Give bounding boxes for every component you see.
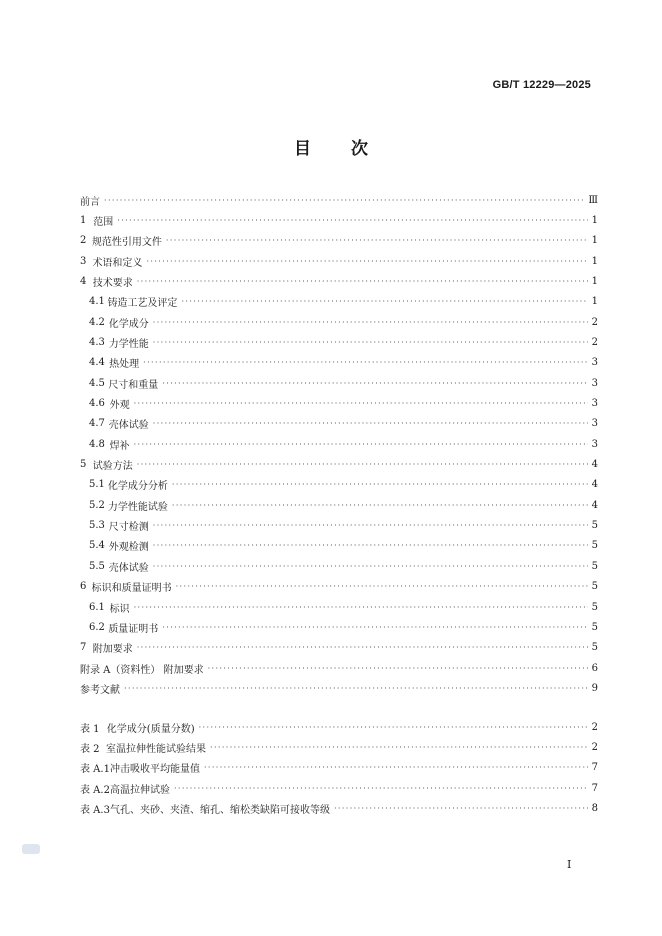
toc-entry-page: 5 xyxy=(591,520,598,532)
toc-entry[interactable] xyxy=(89,475,598,495)
toc-entry[interactable] xyxy=(80,210,598,230)
dot-leader xyxy=(104,196,584,205)
toc-entry-page: Ⅲ xyxy=(588,194,598,206)
dot-leader xyxy=(117,216,587,225)
toc-entry-number: 4.7 xyxy=(89,418,105,430)
dot-leader xyxy=(134,399,588,408)
table-list-entry[interactable] xyxy=(80,758,598,778)
dot-leader xyxy=(153,318,588,327)
dot-leader xyxy=(146,257,587,266)
toc-entry[interactable] xyxy=(89,617,598,637)
toc-entry-number: 4.8 xyxy=(89,438,105,450)
toc-entry-number: 3 xyxy=(80,255,87,267)
toc-entry-page: 4 xyxy=(591,499,598,511)
toc-entry-label: 化学成分分析 xyxy=(107,481,168,493)
toc-entry-label: 前言 xyxy=(80,196,100,208)
toc-entry-number: 4.3 xyxy=(89,336,105,348)
toc-entry-label: 尺寸检测 xyxy=(108,522,149,534)
title-char-2: 次 xyxy=(351,139,368,159)
dot-leader xyxy=(137,460,588,469)
dot-leader xyxy=(162,623,587,632)
toc-entry-number: 5.4 xyxy=(89,540,105,552)
toc-entry[interactable] xyxy=(80,251,598,271)
table-list-number: 表 A.2 xyxy=(80,784,110,796)
toc-entry[interactable] xyxy=(89,312,598,332)
dot-leader xyxy=(124,684,588,693)
toc-entry-label: 质量证明书 xyxy=(108,623,159,635)
toc-entry-number: 5 xyxy=(80,459,87,471)
toc-entry[interactable] xyxy=(80,231,598,251)
table-list-number: 表 2 xyxy=(80,743,100,755)
toc-entry-label: 标识 xyxy=(109,603,130,615)
toc-entry-number: 4.2 xyxy=(89,316,105,328)
toc-entry-page: 2 xyxy=(591,336,598,348)
toc-entry-number: 1 xyxy=(80,214,87,226)
toc-entry-label: 外观检测 xyxy=(108,542,149,554)
toc-entry-label: 范围 xyxy=(93,216,114,228)
dot-leader xyxy=(204,763,588,772)
toc-entry[interactable] xyxy=(89,394,598,414)
toc-entry-label: 标识和质量证明书 xyxy=(91,583,172,595)
dot-leader xyxy=(153,419,588,428)
dot-leader xyxy=(174,784,588,793)
toc-entry-page: 2 xyxy=(591,316,598,328)
dot-leader xyxy=(153,541,588,550)
dot-leader xyxy=(172,480,588,489)
dot-leader xyxy=(162,379,587,388)
toc-entry-label: 术语和定义 xyxy=(92,257,143,269)
toc-entry-label: 附加要求 xyxy=(92,644,133,656)
table-list-entry[interactable] xyxy=(80,737,598,757)
toc-entry-page: 1 xyxy=(591,214,598,226)
toc-entry-number: 5.1 xyxy=(89,479,105,491)
toc-entry-label: 试验方法 xyxy=(92,461,133,473)
table-list-number: 表 A.1 xyxy=(80,764,110,776)
toc-entry-page: 5 xyxy=(591,621,598,633)
dot-leader xyxy=(176,582,588,591)
dot-leader xyxy=(134,440,588,449)
toc-entry-page: 5 xyxy=(591,642,598,654)
toc-entry[interactable] xyxy=(89,373,598,393)
toc-entry-page: 6 xyxy=(591,662,598,674)
toc-entry[interactable] xyxy=(89,414,598,434)
page-title xyxy=(0,134,662,159)
toc-entry[interactable] xyxy=(89,495,598,515)
toc-entry-page: 3 xyxy=(591,418,598,430)
toc-entry[interactable] xyxy=(80,271,598,291)
toc-entry-number: 6.2 xyxy=(89,621,105,633)
dot-leader xyxy=(137,277,588,286)
toc-entry[interactable] xyxy=(89,332,598,352)
toc-entry[interactable] xyxy=(80,577,598,597)
toc-entry-page: 9 xyxy=(591,682,598,694)
toc-entry-label: 壳体试验 xyxy=(108,562,149,574)
dot-leader xyxy=(334,804,588,813)
toc-entry-page: 3 xyxy=(591,438,598,450)
toc-entry-page: 3 xyxy=(591,357,598,369)
table-list-label: 室温拉伸性能试验结果 xyxy=(106,743,207,755)
toc-entry[interactable] xyxy=(80,658,598,678)
table-list-entry[interactable] xyxy=(80,717,598,737)
toc-entry-number: 5.2 xyxy=(89,499,105,511)
table-list-page: 7 xyxy=(591,762,598,774)
dot-leader xyxy=(153,562,588,571)
dot-leader xyxy=(143,358,587,367)
dot-leader xyxy=(137,643,588,652)
toc-entry-page: 3 xyxy=(591,377,598,389)
toc-entry-label: 铸造工艺及评定 xyxy=(107,298,178,310)
table-list-label: 冲击吸收平均能量值 xyxy=(109,764,200,776)
toc-entry-page: 5 xyxy=(591,540,598,552)
toc-entry-page: 5 xyxy=(591,601,598,613)
toc-entry[interactable] xyxy=(89,556,598,576)
dot-leader xyxy=(134,603,588,612)
table-list-page: 7 xyxy=(591,782,598,794)
toc-entry-label: 尺寸和重量 xyxy=(108,379,159,391)
toc-entry-number: 5.5 xyxy=(89,560,105,572)
table-list-page: 2 xyxy=(591,721,598,733)
toc-entry[interactable] xyxy=(89,292,598,312)
title-char-1: 目 xyxy=(294,139,311,159)
dot-leader xyxy=(172,501,588,510)
toc-entry-label: 力学性能试验 xyxy=(107,501,168,513)
toc-entry-number: 4.1 xyxy=(89,296,105,308)
toc-entry[interactable] xyxy=(80,455,598,475)
toc-entry-label: 附录 A（资料性） 附加要求 xyxy=(80,664,204,676)
dot-leader xyxy=(210,743,588,752)
toc-entry[interactable] xyxy=(89,353,598,373)
toc-entry-label: 规范性引用文件 xyxy=(91,237,162,249)
table-list-label: 气孔、夹砂、夹渣、缩孔、缩松类缺陷可接收等级 xyxy=(109,804,330,816)
dot-leader xyxy=(153,521,588,530)
dot-leader xyxy=(153,338,588,347)
toc-entry-number: 5.3 xyxy=(89,520,105,532)
dot-leader xyxy=(199,723,588,732)
table-list-entry[interactable] xyxy=(80,798,598,818)
dot-leader xyxy=(181,297,587,306)
toc-entry-label: 参考文献 xyxy=(80,684,120,696)
toc-entry-label: 技术要求 xyxy=(92,277,133,289)
toc-entry-number: 4.5 xyxy=(89,377,105,389)
table-list-number: 表 1 xyxy=(80,723,100,735)
toc-entry-number: 6.1 xyxy=(89,601,105,613)
watermark-logo xyxy=(22,844,40,854)
toc-entry-page: 4 xyxy=(591,459,598,471)
toc-entry[interactable] xyxy=(80,638,598,658)
toc-entry-page: 5 xyxy=(591,560,598,572)
table-list-label: 高温拉伸试验 xyxy=(109,784,170,796)
toc-entry-number: 4 xyxy=(80,275,87,287)
toc-entry-page: 4 xyxy=(591,479,598,491)
table-list-page: 2 xyxy=(591,741,598,753)
toc-entry[interactable] xyxy=(89,597,598,617)
toc-entry[interactable] xyxy=(89,516,598,536)
toc-entry-label: 壳体试验 xyxy=(108,420,149,432)
table-list-page: 8 xyxy=(591,802,598,814)
toc-entry-page: 1 xyxy=(591,235,598,247)
dot-leader xyxy=(166,236,588,245)
dot-leader xyxy=(208,664,588,673)
toc-entry-page: 5 xyxy=(591,581,598,593)
table-list-entry[interactable] xyxy=(80,778,598,798)
footer-page-number: Ⅰ xyxy=(567,858,572,871)
toc-entry-page: 1 xyxy=(591,296,598,308)
toc-entry-number: 6 xyxy=(80,581,87,593)
toc-entry[interactable] xyxy=(80,190,598,210)
toc-entry-page: 1 xyxy=(591,275,598,287)
toc-entry-page: 1 xyxy=(591,255,598,267)
toc-entry-number: 4.4 xyxy=(89,357,105,369)
toc-entry-number: 4.6 xyxy=(89,398,105,409)
toc-entry[interactable] xyxy=(89,536,598,556)
toc-entry[interactable] xyxy=(89,434,598,454)
toc-entry[interactable] xyxy=(80,678,598,698)
table-list-number: 表 A.3 xyxy=(80,804,110,816)
toc-entry-number: 2 xyxy=(80,235,87,247)
toc-entry-page: 3 xyxy=(591,398,598,409)
toc-entry-label: 力学性能 xyxy=(108,338,149,350)
standard-code: GB/T 12229—2025 xyxy=(492,79,591,91)
toc-entry-label: 焊补 xyxy=(109,440,130,452)
toc-entry-label: 化学成分 xyxy=(108,318,149,330)
toc-entry-label: 热处理 xyxy=(109,359,140,371)
toc-entry-label: 外观 xyxy=(109,400,130,411)
toc-entry-number: 7 xyxy=(80,642,87,654)
table-list-label: 化学成分(质量分数) xyxy=(106,723,195,735)
